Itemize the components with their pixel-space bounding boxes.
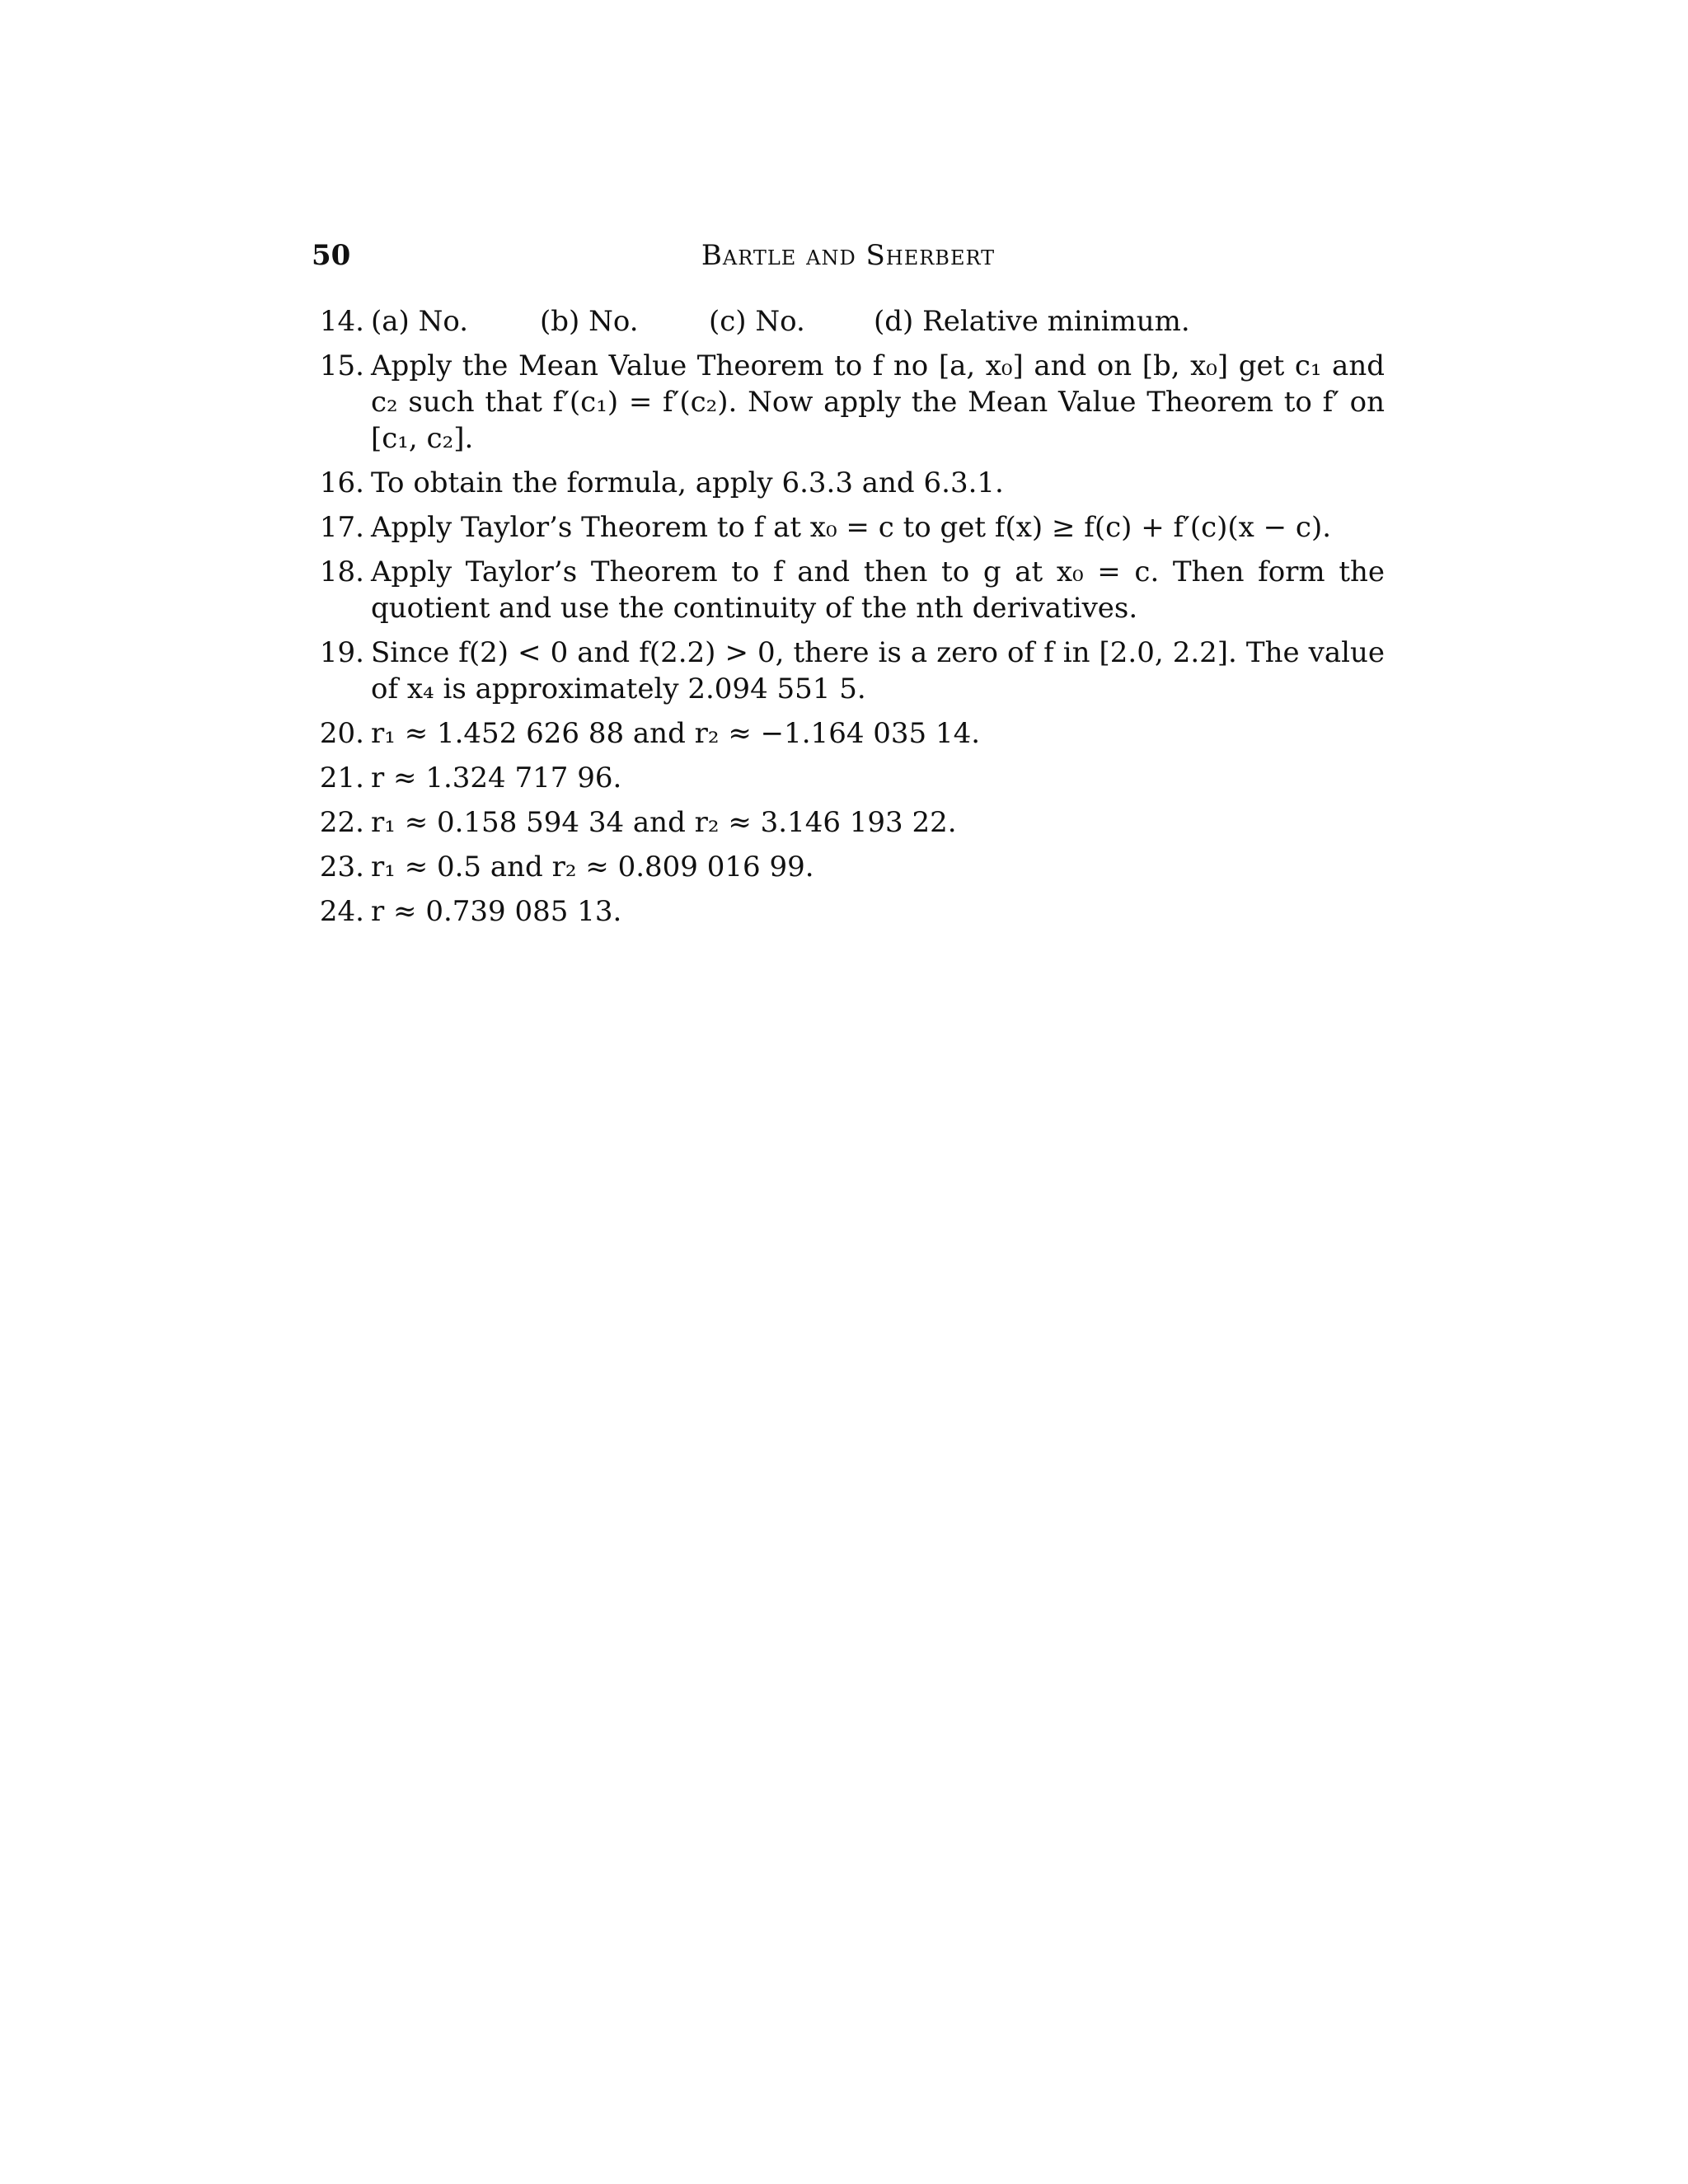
answer-text: Apply Taylor’s Theorem to f and then to g at x₀ = c. Then form the quotient and use the continuity of the nth derivatives. [371, 555, 1385, 625]
answer-part-b: (b) No. [540, 305, 639, 338]
answer-number: 17. [319, 511, 364, 544]
answer-14 [312, 303, 1385, 340]
answer-number: 22. [319, 806, 364, 839]
answer-18 [312, 554, 1385, 626]
answer-text: r₁ ≈ 1.452 626 88 and r₂ ≈ −1.164 035 14. [371, 717, 981, 750]
answer-23 [312, 849, 1385, 885]
answer-24 [312, 893, 1385, 930]
answer-number: 20. [319, 717, 364, 750]
answer-part-d: (d) Relative minimum. [874, 305, 1190, 338]
answer-number: 18. [319, 555, 364, 588]
answer-number: 24. [319, 895, 364, 928]
answer-text: r ≈ 0.739 085 13. [371, 895, 622, 928]
answer-20 [312, 715, 1385, 752]
answer-number: 16. [319, 466, 364, 499]
answer-21 [312, 760, 1385, 796]
answer-number: 19. [319, 636, 364, 669]
answer-text: To obtain the formula, apply 6.3.3 and 6.3.1. [371, 466, 1004, 499]
answer-text: r ≈ 1.324 717 96. [371, 762, 622, 794]
answer-text: r₁ ≈ 0.5 and r₂ ≈ 0.809 016 99. [371, 851, 814, 883]
answer-text: Apply Taylor’s Theorem to f at x₀ = c to get f(x) ≥ f(c) + f′(c)(x − c). [371, 511, 1332, 544]
answer-number: 14. [319, 305, 364, 338]
answer-text: Apply the Mean Value Theorem to f no [a, x₀] and on [b, x₀] get c₁ and c₂ such that f′(c₁) = f′(c₂). Now apply the Mean Value Theorem to f′ on [c₁, c₂]. [371, 349, 1385, 455]
answer-number: 23. [319, 851, 364, 883]
answer-text: r₁ ≈ 0.158 594 34 and r₂ ≈ 3.146 193 22. [371, 806, 957, 839]
answer-text: Since f(2) < 0 and f(2.2) > 0, there is a zero of f in [2.0, 2.2]. The value of x₄ is approximately 2.094 551 5. [371, 636, 1385, 705]
answer-17 [312, 509, 1385, 546]
answer-19 [312, 635, 1385, 707]
answer-part-c: (c) No. [709, 305, 805, 338]
answer-16 [312, 465, 1385, 501]
answer-15 [312, 348, 1385, 457]
answer-parts [371, 303, 1385, 340]
answer-22 [312, 804, 1385, 841]
answer-number: 15. [319, 349, 364, 382]
page-header [312, 239, 1385, 277]
answer-number: 21. [319, 762, 364, 794]
answer-part-a: (a) No. [371, 305, 469, 338]
page-number: 50 [312, 239, 351, 272]
answer-list [312, 303, 1385, 938]
running-head: Bartle and Sherbert [701, 239, 996, 272]
